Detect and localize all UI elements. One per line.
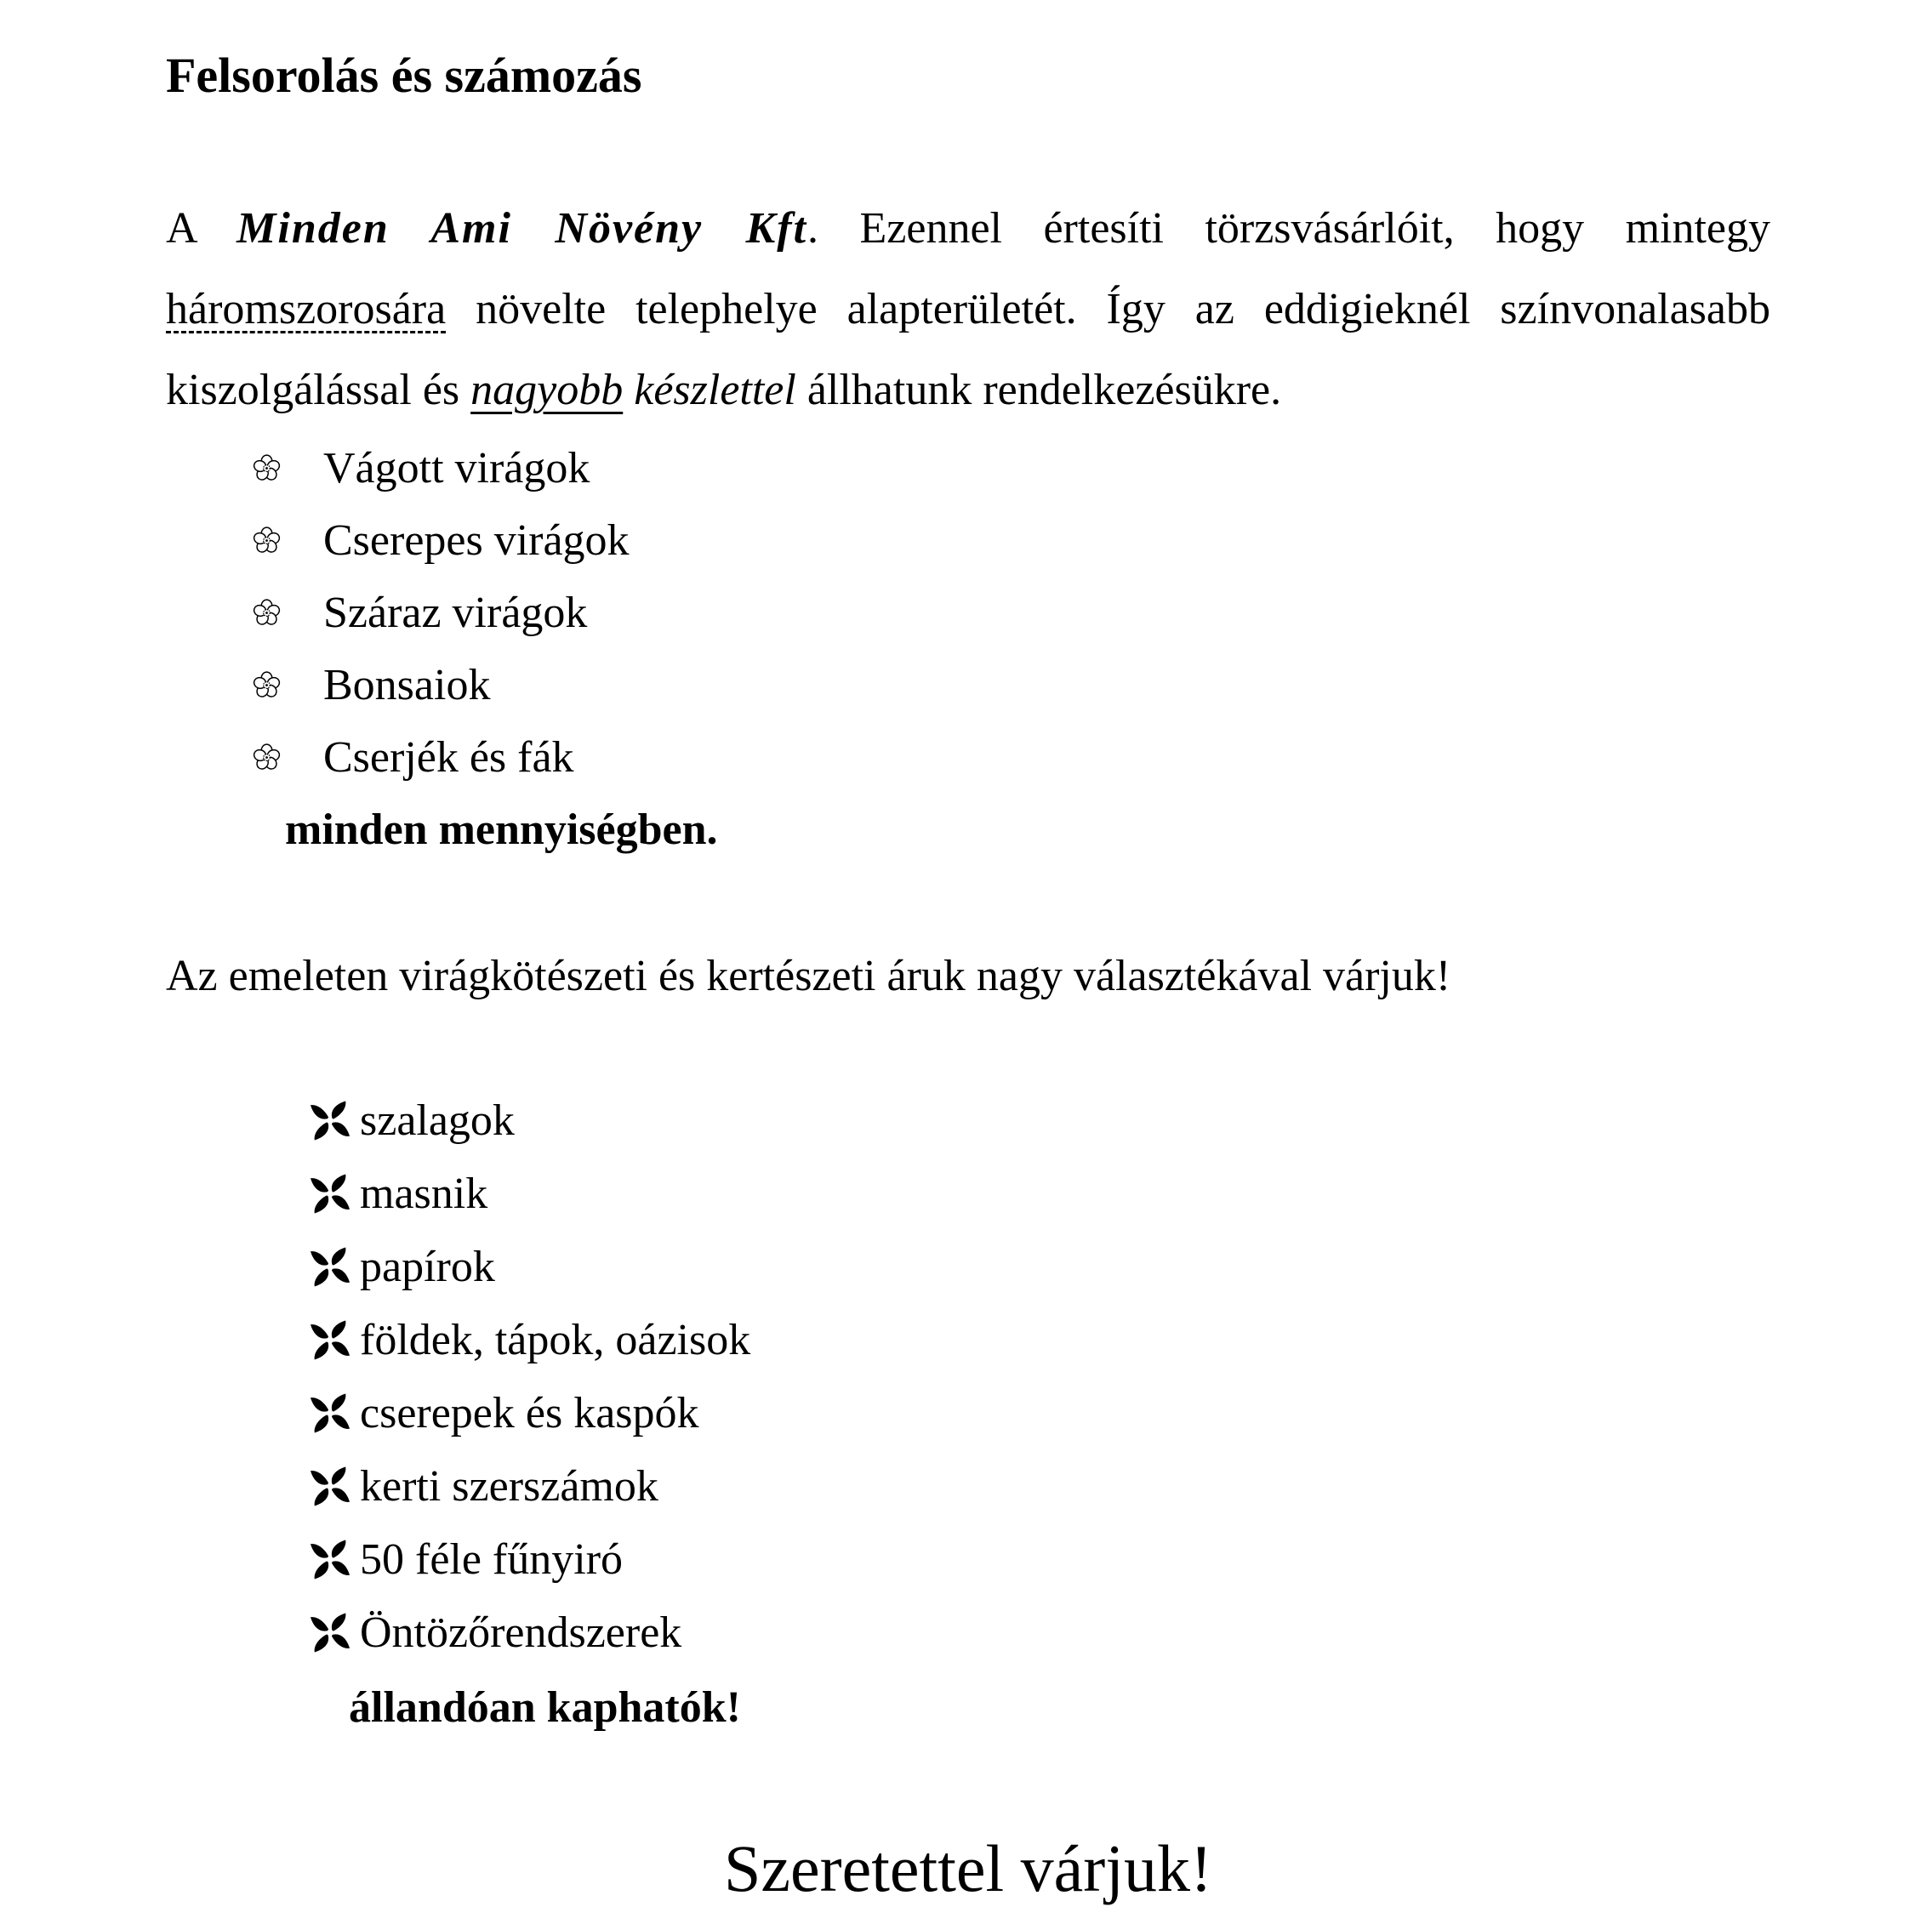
- four-leaves-bullet-icon: [311, 1174, 350, 1214]
- list-item: [311, 1158, 1770, 1231]
- list-item-label: Cserepes virágok: [323, 515, 630, 565]
- list-item-label: szalagok: [360, 1096, 515, 1146]
- list-item-label: papírok: [360, 1243, 495, 1292]
- list-item: [311, 1377, 1770, 1450]
- list-item: [253, 432, 1770, 504]
- intro-segment: növelte telephelye alapterületét. Így az eddigieknél színvonalasabb kiszolgálással és: [166, 284, 1770, 414]
- leaf-list-footer: állandóan kaphatók!: [349, 1682, 741, 1732]
- list-item-label: 50 féle fűnyiró: [360, 1535, 624, 1585]
- list-item: [253, 504, 1770, 577]
- list-item: [253, 721, 1770, 794]
- list-item-label: masnik: [360, 1170, 488, 1219]
- intro-segment: A: [166, 203, 237, 253]
- intro-segment: . Ezennel értesíti törzsvásárlóit, hogy mintegy: [807, 203, 1770, 253]
- intro-paragraph: [166, 188, 1770, 430]
- list-item: [311, 1304, 1770, 1377]
- list-item: [311, 1523, 1770, 1597]
- list-item-label: Öntözőrendszerek: [360, 1608, 682, 1658]
- flower-bullet-icon: [253, 740, 281, 775]
- intro-segment: állhatunk rendelkezésükre.: [795, 365, 1282, 414]
- list-item-label: földek, tápok, oázisok: [360, 1316, 751, 1365]
- four-leaves-bullet-icon: [311, 1466, 350, 1506]
- list-item-label: kerti szerszámok: [360, 1462, 658, 1511]
- document-title: Felsorolás és számozás: [166, 48, 642, 103]
- list-item: [311, 1450, 1770, 1523]
- list-item: [311, 1597, 1770, 1670]
- four-leaves-bullet-icon: [311, 1320, 350, 1360]
- italic-word: készlettel: [634, 365, 796, 414]
- four-leaves-bullet-icon: [311, 1540, 350, 1580]
- italic-underlined-word: nagyobb: [470, 365, 624, 414]
- flower-bullet-icon: [253, 451, 281, 486]
- dashed-underlined-word: háromszorosára: [166, 284, 447, 333]
- four-leaves-bullet-icon: [311, 1247, 350, 1287]
- company-name: Minden Ami Növény Kft: [237, 203, 808, 253]
- flower-list-footer: minden mennyiségben.: [285, 805, 718, 854]
- list-item-label: Cserjék és fák: [323, 732, 574, 782]
- flower-bullet-icon: [253, 668, 281, 703]
- list-item: [311, 1231, 1770, 1304]
- flower-bullet-icon: [253, 523, 281, 558]
- intro-segment: [623, 366, 634, 414]
- list-item-label: Száraz virágok: [323, 588, 588, 637]
- list-item: [253, 649, 1770, 721]
- list-item-label: cserepek és kaspók: [360, 1389, 699, 1438]
- middle-paragraph: Az emeleten virágkötészeti és kertészeti áruk nagy választékával várjuk!: [166, 951, 1451, 1000]
- list-item-label: Vágott virágok: [323, 443, 590, 492]
- list-item: [311, 1084, 1770, 1158]
- closing-line: Szeretettel várjuk!: [724, 1830, 1212, 1905]
- flower-bullet-list: [253, 432, 1770, 794]
- flower-bullet-icon: [253, 595, 281, 630]
- four-leaves-bullet-icon: [311, 1613, 350, 1653]
- leaf-bullet-list: [311, 1084, 1770, 1670]
- four-leaves-bullet-icon: [311, 1101, 350, 1141]
- list-item: [253, 577, 1770, 649]
- four-leaves-bullet-icon: [311, 1393, 350, 1433]
- list-item-label: Bonsaiok: [323, 660, 491, 709]
